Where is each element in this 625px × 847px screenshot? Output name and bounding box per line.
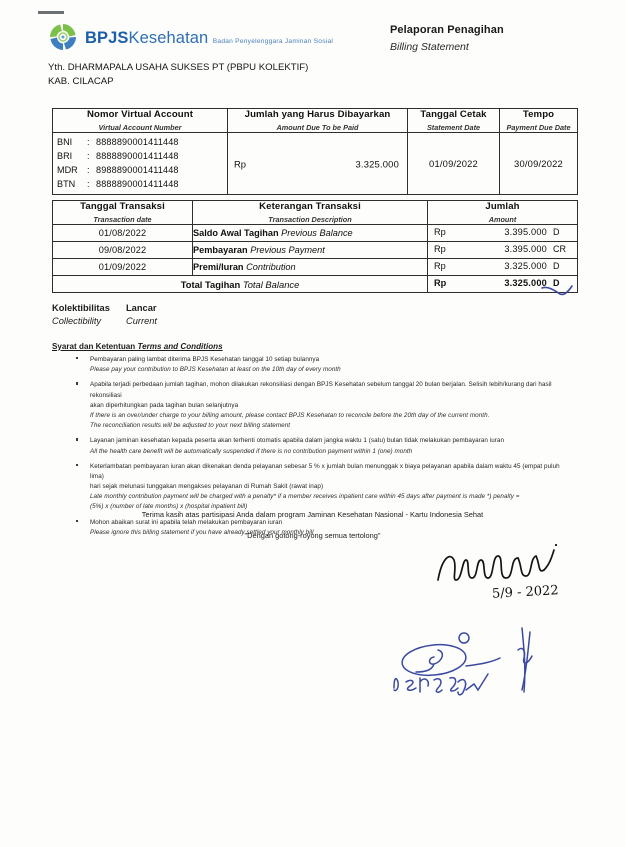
transaction-description: Pembayaran Previous Payment — [193, 242, 428, 259]
transaction-table — [52, 200, 578, 293]
statement-date-value: 01/09/2022 — [408, 133, 500, 195]
due-date-value: 30/09/2022 — [500, 133, 578, 195]
total-amount-value: 3.325.000 — [504, 278, 547, 289]
amount-due-cell — [228, 133, 408, 195]
debit-credit-flag: CR — [553, 244, 566, 255]
amount-value: 3.395.000 — [504, 244, 547, 255]
table-row — [53, 259, 578, 276]
list-item: MDR : 8988890001411448 — [57, 164, 227, 178]
bpjs-logo-icon — [48, 22, 78, 52]
blue-ink-annotation — [372, 620, 572, 715]
amount-value: 3.395.000 — [504, 227, 547, 238]
table-row — [53, 225, 578, 242]
document-title-block — [390, 24, 504, 53]
collectibility-value-id: Lancar — [126, 303, 157, 313]
currency-symbol: Rp — [434, 227, 446, 238]
collectibility-en-row — [52, 315, 157, 328]
header-due-date: Tempo Payment Due Date — [500, 109, 578, 133]
colon-separator: : — [87, 164, 90, 175]
header-transaction-date: Tanggal Transaksi Transaction date — [53, 201, 193, 225]
collectibility-label-id: Kolektibilitas — [52, 303, 110, 313]
amount-due-value: 3.325.000 — [355, 158, 399, 170]
handwritten-date: 5/9 - 2022 — [491, 583, 560, 602]
debit-credit-flag: D — [553, 261, 560, 272]
bullet-icon — [76, 357, 78, 359]
virtual-account-list — [53, 133, 227, 194]
transaction-amount-cell — [428, 242, 578, 259]
addressee-block — [48, 61, 308, 89]
colon-separator: : — [87, 137, 90, 148]
transaction-date: 01/08/2022 — [53, 225, 193, 242]
header-statement-date: Tanggal Cetak Statement Date — [408, 109, 500, 133]
collectibility-label-en: Collectibility — [52, 316, 102, 327]
currency-symbol: Rp — [434, 278, 447, 289]
transaction-description: Saldo Awal Tagihan Previous Balance — [193, 225, 428, 242]
colon-separator: : — [87, 150, 90, 161]
list-item: BTN : 8888890001411448 — [57, 178, 227, 192]
list-item: BRI : 8888890001411448 — [57, 150, 227, 164]
transaction-amount-cell — [428, 225, 578, 242]
currency-symbol: Rp — [234, 158, 246, 170]
debit-credit-flag: D — [553, 227, 560, 238]
addressee-line-1: Yth. DHARMAPALA USAHA SUKSES PT (PBPU KOLEKTIF) — [48, 62, 309, 73]
header-amount-due: Jumlah yang Harus Dibayarkan Amount Due To be Paid — [228, 109, 408, 133]
table-header-row — [53, 201, 578, 225]
bpjs-brand — [48, 22, 333, 52]
colon-separator: : — [87, 178, 90, 189]
table-header-row — [53, 109, 578, 133]
addressee-line-2: KAB. CILACAP — [48, 75, 114, 87]
collectibility-block — [52, 302, 157, 329]
closing-message — [0, 510, 625, 540]
brand-wordmark — [85, 28, 333, 47]
brand-tagline: Badan Penyelenggara Jaminan Sosial — [212, 37, 334, 45]
bullet-icon — [76, 382, 78, 384]
transaction-date: 01/09/2022 — [53, 259, 193, 276]
transaction-date: 09/08/2022 — [53, 242, 193, 259]
transaction-amount-cell — [428, 259, 578, 276]
terms-title: Syarat dan Ketentuan Terms and Conditions — [52, 342, 223, 351]
total-row — [53, 276, 578, 293]
table-row — [53, 242, 578, 259]
closing-line-2: "Dengan gotong-royong semua tertolong" — [244, 531, 381, 540]
scan-edge-mark — [38, 11, 64, 14]
debit-credit-flag: D — [553, 278, 560, 289]
collectibility-value-en: Current — [126, 316, 158, 327]
table-body-row — [53, 133, 578, 195]
total-amount-cell — [428, 276, 578, 293]
currency-symbol: Rp — [434, 261, 446, 272]
transaction-description: Premi/Iuran Contribution — [193, 259, 428, 276]
header-transaction-description: Keterangan Transaksi Transaction Description — [193, 201, 428, 225]
document-title-id: Pelaporan Penagihan — [390, 24, 504, 36]
list-item: BNI : 8888890001411448 — [57, 136, 227, 150]
brand-name: BPJSKesehatan — [85, 28, 209, 47]
list-item: Mohon abaikan surat ini apabila telah melakukan pembayaran iuran Please ignore this billing statement if you have already settled your monthly bill — [52, 518, 572, 538]
virtual-account-table — [52, 108, 578, 195]
amount-value: 3.325.000 — [504, 261, 547, 272]
header-virtual-account: Nomor Virtual Account Virtual Account Number — [53, 109, 228, 133]
closing-line-1: Terima kasih atas partisipasi Anda dalam program Jaminan Kesehatan Nasional - Kartu Indonesia Sehat — [141, 510, 484, 519]
virtual-account-cell — [53, 133, 228, 195]
header-transaction-amount: Jumlah Amount — [428, 201, 578, 225]
collectibility-id-row — [52, 302, 157, 315]
currency-symbol: Rp — [434, 244, 446, 255]
list-item: Pembayaran paling lambat diterima BPJS Kesehatan tanggal 10 setiap bulannya Please pay your contribution to BPJS Kesehatan at least on the 10th day of every month — [52, 355, 572, 375]
bullet-icon — [76, 438, 78, 440]
list-item: Keterlambatan pembayaran iuran akan dikenakan denda pelayanan sebesar 5 % x jumlah bulan menunggak x biaya pelayanan apabila dalam waktu 45 (empat puluh lima) hari sejak melunasi tunggakan mengakses pelayanan di Rumah Sakit (rawat inap) Late monthly contribution payment will be charged with a penalty* if a member receives inpatient care within 45 days after payment is made *) penalty = (5%) x (number of late months) x (hospital inpatient bill) — [52, 462, 572, 513]
document-title-en: Billing Statement — [390, 41, 469, 53]
bullet-icon — [76, 464, 78, 466]
list-item: Layanan jaminan kesehatan kepada peserta akan terhenti otomatis apabila dalam jangka waktu 1 (satu) bulan tidak melakukan pembayaran iuran All the health care benefit will be automatically suspended if there is no contribution payment within 1 (one) month — [52, 436, 572, 456]
total-label: Total Tagihan Total Balance — [53, 276, 428, 293]
list-item: Apabila terjadi perbedaan jumlah tagihan, mohon dilakukan rekonsiliasi dengan BPJS Kesehatan sebelum tanggal 20 bulan berjalan. Selisih lebih/kurang dari hasil rekonsiliasi akan diperhitungkan pada tagihan bulan selanjutnya If there is an over/under charge to your billing amount, please contact BPJS Kesehatan to reconcile before the 20th day of the current month. The reconciliation results will be adjusted to your next billing statement — [52, 380, 572, 431]
